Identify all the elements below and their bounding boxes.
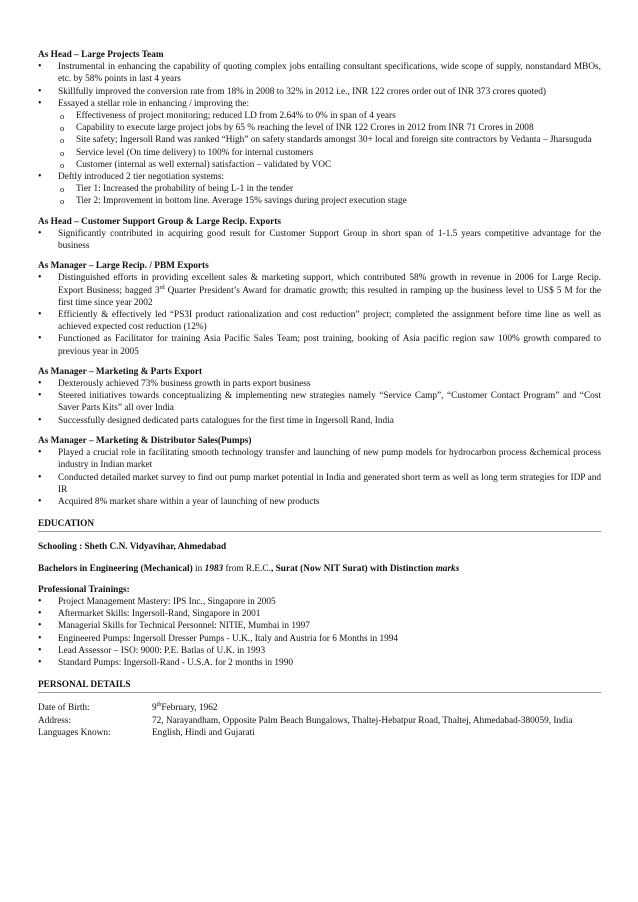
list-item: • Aftermarket Skills: Ingersoll-Rand, Singapore in 2001 bbox=[38, 608, 601, 620]
sub-list-item: o Effectiveness of project monitoring; reduced LD from 2.64% to 0% in span of 4 years bbox=[58, 110, 601, 122]
table-row bbox=[38, 715, 601, 727]
degree-year: 1983 bbox=[204, 563, 224, 574]
degree-college: , Surat (Now NIT Surat) with Distinction bbox=[270, 563, 434, 574]
list-item: • Successfully designed dedicated parts catalogues for the first time in Ingersoll Rand, India bbox=[38, 415, 601, 427]
bullet-list bbox=[38, 378, 601, 427]
degree-in: in bbox=[195, 563, 203, 574]
sub-list-item: o Capability to execute large project jobs by 65 % reaching the level of INR 122 Crores in 2012 from INR 71 Crores in 2008 bbox=[58, 122, 601, 134]
personal-heading: PERSONAL DETAILS bbox=[38, 679, 601, 693]
section-title: As Head – Customer Support Group & Large Recip. Exports bbox=[38, 216, 281, 227]
languages-label: Languages Known: bbox=[38, 727, 111, 738]
list-item: • Significantly contributed in acquiring good result for Customer Support Group in short span of 1-1.5 years competitive advantage for the business bbox=[38, 228, 601, 252]
list-item: • Project Management Mastery: IPS Inc., Singapore in 2005 bbox=[38, 596, 601, 608]
list-item: • Standard Pumps: Ingersoll-Rand - U.S.A. for 2 months in 1990 bbox=[38, 657, 601, 669]
sub-bullet-list bbox=[58, 110, 601, 171]
list-item: • Engineered Pumps: Ingersoll Dresser Pumps - U.K., Italy and Austria for 6 Months in 1994 bbox=[38, 633, 601, 645]
sub-list-item: o Site safety; Ingersoll Rand was ranked “High” on safety standards amongst 30+ local and foreign site contractors by Vedanta – Jharsuguda bbox=[58, 134, 601, 146]
bachelors-degree bbox=[38, 563, 601, 575]
section-title: As Manager – Marketing & Distributor Sales(Pumps) bbox=[38, 435, 252, 446]
education-heading: EDUCATION bbox=[38, 518, 601, 532]
bullet-list bbox=[38, 272, 601, 357]
list-item-text: Deftly introduced 2 tier negotiation systems: bbox=[58, 172, 225, 183]
list-item: • Efficiently & effectively led “PS3I product rationalization and cost reduction” project; completed the assignment before time line as well as achieved expected cost reduction (12%) bbox=[38, 309, 601, 333]
degree-from: from R.E.C. bbox=[225, 563, 271, 574]
sub-list-item: o Tier 1: Increased the probability of being L-1 in the tender bbox=[58, 183, 601, 195]
list-item: • Steered initiatives towards conceptualizing & implementing new strategies namely “Service Camp”, “Customer Contact Program” and “Cost Saver Parts Kits” all over India bbox=[38, 390, 601, 414]
section-title: As Manager – Marketing & Parts Export bbox=[38, 366, 203, 377]
list-item: • Played a crucial role in facilitating smooth technology transfer and launching of new pump models for hydrocarbon process &chemical process industry in Indian market bbox=[38, 447, 601, 471]
section-title: As Head – Large Projects Team bbox=[38, 50, 164, 60]
section-title: As Manager – Large Recip. / PBM Exports bbox=[38, 261, 209, 272]
list-item: • Distinguished efforts in providing excellent sales & marketing support, which contributed 58% growth in revenue in 2006 for Large Recip. Export Business; bagged 3rd Quarter President’s Award for dramatic growth; this resulted in ramping up the business level to US$ 5 M for the first time since year 2002 bbox=[38, 272, 601, 309]
table-row bbox=[38, 727, 601, 739]
trainings-title: Professional Trainings: bbox=[38, 584, 130, 595]
languages-value: English, Hindi and Gujarati bbox=[152, 727, 255, 738]
sub-bullet-list bbox=[58, 183, 601, 207]
list-item: • Acquired 8% market share within a year of launching of new products bbox=[38, 496, 601, 508]
address-label: Address: bbox=[38, 715, 72, 726]
list-item: • Managerial Skills for Technical Personnel: NITIE, Mumbai in 1997 bbox=[38, 620, 601, 632]
list-item: • Lead Assessor – ISO: 9000: P.E. Batlas of U.K. in 1993 bbox=[38, 645, 601, 657]
sub-list-item: o Tier 2: Improvement in bottom line. Average 15% savings during project execution stage bbox=[58, 195, 601, 207]
list-item: • Instrumental in enhancing the capability of quoting complex jobs entailing consultant specifications, wide scope of supply, nonstandard MBOs, etc. by 58% points in last 4 years bbox=[38, 61, 601, 85]
list-item-text: Essayed a stellar role in enhancing / improving the: bbox=[58, 98, 250, 109]
schooling: Schooling : Sheth C.N. Vidyavihar, Ahmedabad bbox=[38, 542, 227, 553]
bullet-list bbox=[38, 447, 601, 508]
address-value: 72, Narayandham, Opposite Palm Beach Bungalows, Thaltej-Hebatpur Road, Thaltej, Ahmedabad-380059, India bbox=[152, 715, 573, 726]
list-item bbox=[38, 171, 601, 208]
dob-label: Date of Birth: bbox=[38, 703, 90, 714]
list-item: • Skillfully improved the conversion rate from 18% in 2008 to 32% in 2012 i.e., INR 122 crores order out of INR 373 crores quoted) bbox=[38, 86, 601, 98]
degree-name: Bachelors in Engineering (Mechanical) bbox=[38, 563, 193, 574]
bullet-list bbox=[38, 228, 601, 252]
sub-list-item: o Service level (On time delivery) to 100% for internal customers bbox=[58, 147, 601, 159]
bullet-list bbox=[38, 61, 601, 207]
list-item: • Dexterously achieved 73% business growth in parts export business bbox=[38, 378, 601, 390]
list-item: • Functioned as Facilitator for training Asia Pacific Sales Team; post training, booking of Asia pacific region saw 100% growth compared to previous year in 2005 bbox=[38, 333, 601, 357]
list-item bbox=[38, 98, 601, 171]
resume-page bbox=[38, 49, 601, 739]
trainings-list bbox=[38, 596, 601, 669]
list-item: • Conducted detailed market survey to find out pump market potential in India and generated short term as well as long term strategies for IDP and IR bbox=[38, 472, 601, 496]
personal-details-table bbox=[38, 702, 601, 739]
table-row bbox=[38, 702, 601, 714]
sub-list-item: o Customer (internal as well external) satisfaction – validated by VOC bbox=[58, 159, 601, 171]
degree-marks: marks bbox=[435, 563, 460, 574]
dob-value: 9thFebruary, 1962 bbox=[152, 702, 218, 714]
